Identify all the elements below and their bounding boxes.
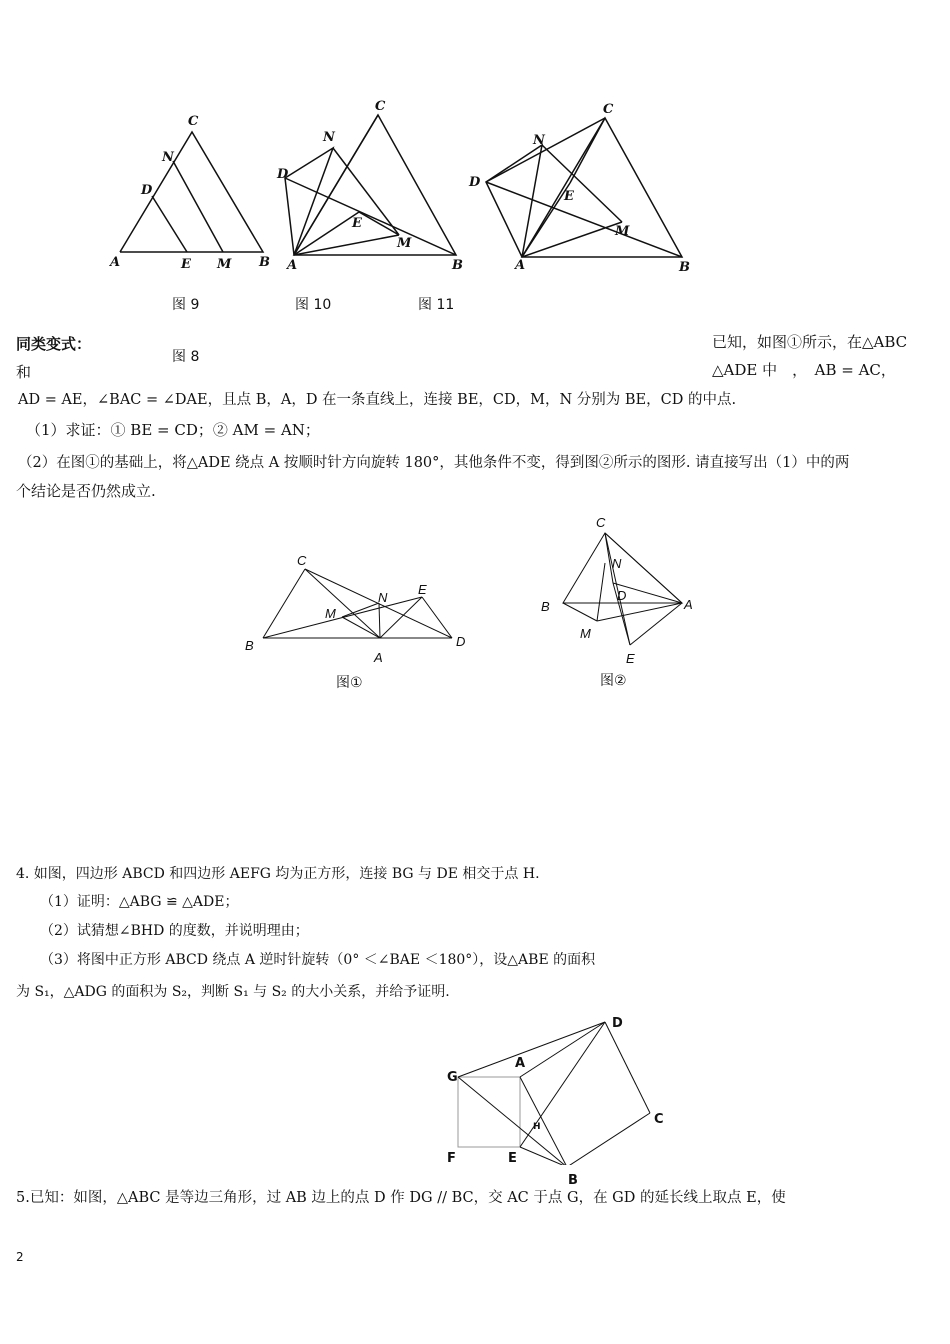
problem4-line1: 4. 如图，四边形 ABCD 和四边形 AEFG 均为正方形，连接 BG 与 DE 相交于点 H. (16, 866, 540, 882)
fig9-label-A: A (110, 255, 121, 270)
fig10-caption: 图 10 (295, 297, 332, 313)
fig1-label-E: E (418, 582, 427, 597)
fig11-label-C: C (603, 102, 614, 117)
fig11-caption: 图 11 (418, 297, 455, 313)
fig9-label-M: M (217, 257, 232, 272)
variant-q2a: （2）在图①的基础上，将△ADE 绕点 A 按顺时针方向旋转 180°，其他条件不变，得到图②所示的图形. 请直接写出（1）中的两 (18, 455, 850, 471)
problem4-q3b: 为 S₁，△ADG 的面积为 S₂，判断 S₁ 与 S₂ 的大小关系，并给予证明. (16, 984, 450, 1000)
fig4-label-D: D (612, 1016, 623, 1031)
fig11-label-B: B (679, 260, 690, 275)
fig4-label-B: B (568, 1173, 578, 1188)
figure-9 (105, 110, 280, 280)
fig9-label-N: N (162, 150, 174, 165)
fig8-caption: 图 8 (172, 349, 200, 365)
fig11-label-N: N (533, 133, 545, 148)
fig1-label-M: M (325, 606, 336, 621)
fig11-label-E: E (564, 189, 574, 204)
fig1-label-C: C (297, 553, 307, 568)
fig1-label-N: N (378, 590, 388, 605)
variant-line2-right: △ADE 中 ， AB = AC， (712, 361, 896, 379)
problem4-q2: （2）试猜想∠BHD 的度数，并说明理由； (40, 923, 309, 939)
variant-he: 和 (16, 363, 32, 381)
fig9-caption: 图 9 (172, 297, 200, 313)
fig10-label-D: D (277, 167, 289, 182)
fig11-label-A: A (515, 258, 526, 273)
fig2-label-E: E (626, 651, 635, 666)
fig4-label-E: E (508, 1151, 517, 1166)
figure-problem4 (450, 1015, 660, 1165)
fig4-label-C: C (654, 1112, 664, 1127)
page-number: 2 (16, 1250, 24, 1264)
fig1-label-A: A (374, 650, 383, 665)
fig4-label-F: F (447, 1151, 456, 1166)
fig4-label-G: G (447, 1070, 458, 1085)
fig10-label-B: B (452, 258, 463, 273)
problem4-q1: （1）证明：△ABG ≌ △ADE； (40, 894, 239, 910)
fig10-label-N: N (323, 130, 335, 145)
fig2-caption: 图② (600, 673, 627, 689)
fig1-label-D: D (456, 634, 466, 649)
fig2-label-B: B (541, 599, 550, 614)
fig1-label-B: B (245, 638, 254, 653)
variant-line3: AD = AE，∠BAC = ∠DAE，且点 B，A，D 在一条直线上，连接 BE，CD，M，N 分别为 BE，CD 的中点. (18, 392, 737, 408)
figure-11 (480, 100, 700, 270)
variant-heading: 同类变式： (16, 335, 92, 353)
fig9-label-D: D (141, 183, 153, 198)
fig11-label-M: M (615, 224, 630, 239)
figure-10 (275, 100, 475, 270)
fig10-label-A: A (287, 258, 298, 273)
fig10-label-M: M (397, 236, 412, 251)
fig11-label-D: D (469, 175, 481, 190)
fig2-label-N: N (612, 556, 622, 571)
fig9-label-B: B (259, 255, 270, 270)
variant-q1: （1）求证：① BE = CD；② AM = AN； (26, 421, 320, 439)
fig10-label-E: E (352, 216, 362, 231)
variant-q2b: 个结论是否仍然成立. (16, 482, 156, 500)
fig10-label-C: C (375, 99, 386, 114)
fig2-label-A: A (684, 597, 693, 612)
fig4-label-A: A (515, 1056, 526, 1071)
variant-intro-right: 已知，如图①所示，在△ABC (712, 333, 908, 351)
fig4-label-H: H (533, 1122, 541, 1132)
fig9-label-E: E (181, 257, 191, 272)
fig2-label-C: C (596, 515, 606, 530)
problem4-q3: （3）将图中正方形 ABCD 绕点 A 逆时针旋转（0° ＜∠BAE ＜180°），设△ABE 的面积 (40, 952, 596, 968)
fig2-label-D: D (617, 588, 627, 603)
fig9-label-C: C (188, 114, 199, 129)
problem5-line1: 5.已知：如图，△ABC 是等边三角形，过 AB 边上的点 D 作 DG // BC，交 AC 于点 G，在 GD 的延长线上取点 E，使 (16, 1190, 786, 1206)
fig1-caption: 图① (336, 675, 363, 691)
figure-1 (255, 555, 470, 655)
fig2-label-M: M (580, 626, 591, 641)
